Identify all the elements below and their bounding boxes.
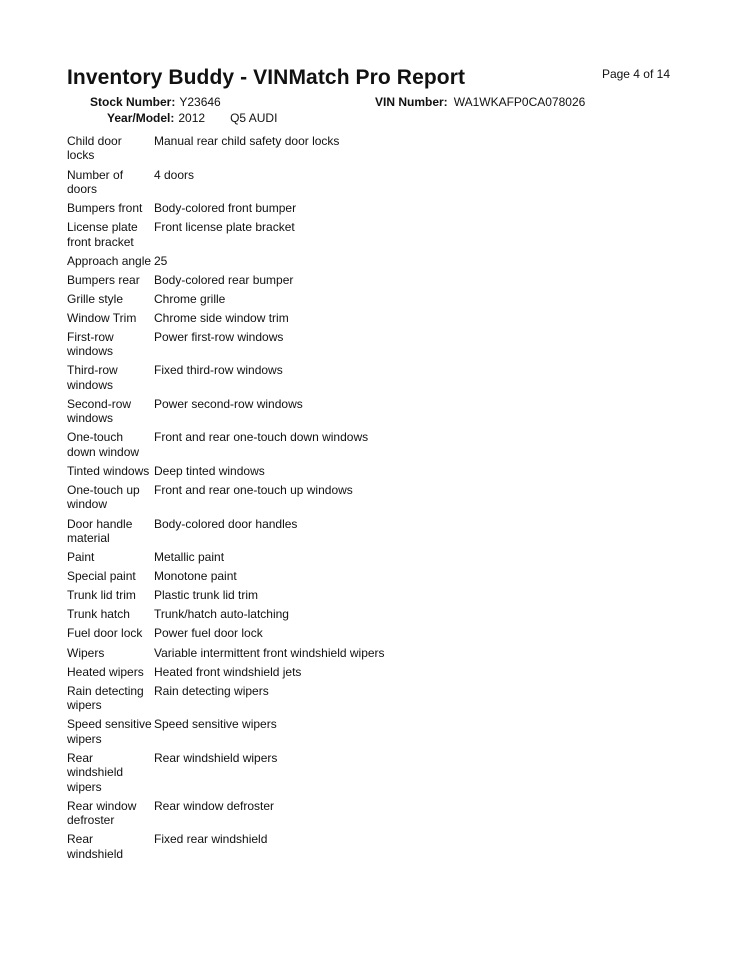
spec-label: One-touch up window bbox=[67, 483, 140, 512]
spec-row bbox=[67, 311, 667, 325]
spec-value: Monotone paint bbox=[154, 569, 237, 584]
spec-label: Trunk lid trim bbox=[67, 588, 136, 603]
spec-label: Door handle material bbox=[67, 516, 133, 545]
spec-value: 25 bbox=[154, 253, 168, 268]
spec-label: Paint bbox=[67, 550, 95, 565]
spec-value: Fixed third-row windows bbox=[154, 363, 283, 378]
spec-label: Window Trim bbox=[67, 310, 137, 325]
vin-number-line bbox=[375, 95, 585, 109]
spec-value: Speed sensitive wipers bbox=[154, 717, 277, 732]
spec-value: Variable intermittent front windshield wipers bbox=[154, 645, 385, 660]
spec-value: Front license plate bracket bbox=[154, 220, 295, 235]
spec-row bbox=[67, 430, 667, 459]
spec-row bbox=[67, 626, 667, 640]
spec-row bbox=[67, 550, 667, 564]
vin-number-value: WA1WKAFP0CA078026 bbox=[453, 95, 586, 109]
year-model-line bbox=[107, 111, 277, 125]
spec-value: 4 doors bbox=[154, 167, 195, 182]
spec-value: Power fuel door lock bbox=[154, 626, 263, 641]
spec-value: Power second-row windows bbox=[154, 396, 303, 411]
spec-value: Chrome side window trim bbox=[154, 310, 289, 325]
spec-label: Wipers bbox=[67, 645, 105, 660]
spec-row bbox=[67, 168, 667, 197]
spec-row bbox=[67, 646, 667, 660]
spec-label: Third-row windows bbox=[67, 363, 118, 392]
year-model-label: Year/Model: bbox=[107, 111, 175, 125]
spec-label: Number of doors bbox=[67, 167, 124, 196]
spec-label: First-row windows bbox=[67, 329, 114, 359]
spec-value: Fixed rear windshield bbox=[154, 832, 268, 847]
spec-value: Rear window defroster bbox=[154, 798, 275, 813]
spec-value: Body-colored rear bumper bbox=[154, 272, 294, 287]
spec-value: Trunk/hatch auto-latching bbox=[154, 607, 289, 622]
spec-row bbox=[67, 684, 667, 713]
spec-label: Tinted windows bbox=[67, 463, 150, 478]
spec-label: License plate front bracket bbox=[67, 220, 138, 249]
spec-row bbox=[67, 134, 667, 163]
spec-label: Child door locks bbox=[67, 134, 122, 163]
spec-label: Rear windshield wipers bbox=[67, 750, 124, 794]
spec-row bbox=[67, 397, 667, 426]
spec-row bbox=[67, 717, 667, 746]
vin-number-label: VIN Number: bbox=[375, 95, 448, 109]
spec-label: Special paint bbox=[67, 569, 136, 584]
spec-row bbox=[67, 330, 667, 359]
spec-label: Approach angle bbox=[67, 253, 152, 268]
spec-label: Heated wipers bbox=[67, 664, 144, 679]
spec-row bbox=[67, 220, 667, 249]
spec-label: One-touch down window bbox=[67, 430, 140, 459]
spec-row bbox=[67, 363, 667, 392]
spec-row bbox=[67, 751, 667, 794]
spec-label: Trunk hatch bbox=[67, 607, 130, 622]
spec-label: Fuel door lock bbox=[67, 626, 143, 641]
spec-value: Rear windshield wipers bbox=[154, 750, 278, 765]
spec-value: Chrome grille bbox=[154, 291, 226, 306]
spec-value: Metallic paint bbox=[154, 550, 225, 565]
spec-row bbox=[67, 201, 667, 215]
spec-row bbox=[67, 292, 667, 306]
spec-row bbox=[67, 464, 667, 478]
spec-label: Grille style bbox=[67, 291, 124, 306]
stock-number-line bbox=[90, 95, 221, 109]
spec-label: Rear windshield bbox=[67, 832, 124, 861]
spec-label: Rain detecting wipers bbox=[67, 683, 144, 713]
spec-label: Speed sensitive wipers bbox=[67, 717, 152, 746]
spec-value: Body-colored door handles bbox=[154, 516, 298, 531]
year-value: 2012 bbox=[178, 111, 206, 125]
stock-number-value: Y23646 bbox=[179, 95, 221, 109]
spec-row bbox=[67, 607, 667, 621]
spec-row bbox=[67, 483, 667, 512]
spec-row bbox=[67, 799, 667, 828]
spec-value: Front and rear one-touch down windows bbox=[154, 430, 369, 445]
spec-value: Deep tinted windows bbox=[154, 463, 265, 478]
spec-row bbox=[67, 254, 667, 268]
spec-value: Plastic trunk lid trim bbox=[154, 588, 259, 603]
spec-row bbox=[67, 517, 667, 546]
spec-row bbox=[67, 273, 667, 287]
spec-label: Bumpers front bbox=[67, 201, 143, 215]
spec-row bbox=[67, 569, 667, 583]
spec-value: Front and rear one-touch up windows bbox=[154, 483, 353, 498]
spec-table bbox=[67, 134, 667, 866]
spec-label: Bumpers rear bbox=[67, 272, 140, 287]
spec-value: Body-colored front bumper bbox=[154, 201, 297, 215]
spec-row bbox=[67, 665, 667, 679]
spec-value: Power first-row windows bbox=[154, 329, 284, 344]
spec-value: Heated front windshield jets bbox=[154, 664, 302, 679]
spec-label: Second-row windows bbox=[67, 396, 132, 426]
spec-row bbox=[67, 832, 667, 861]
spec-value: Rain detecting wipers bbox=[154, 683, 269, 698]
model-value: Q5 AUDI bbox=[230, 111, 278, 125]
stock-number-label: Stock Number: bbox=[90, 95, 176, 109]
spec-label: Rear window defroster bbox=[67, 798, 137, 828]
spec-value: Manual rear child safety door locks bbox=[154, 134, 340, 148]
report-title: Inventory Buddy - VINMatch Pro Report bbox=[67, 66, 466, 89]
page-number: Page 4 of 14 bbox=[601, 67, 670, 81]
spec-row bbox=[67, 588, 667, 602]
